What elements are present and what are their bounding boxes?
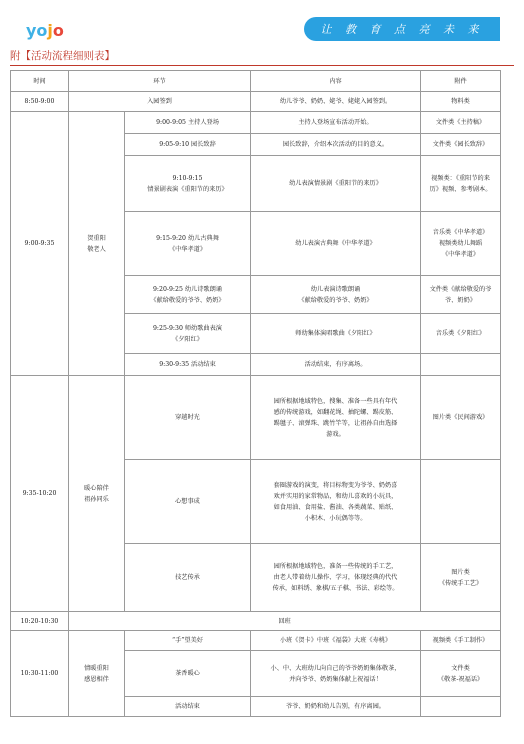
attachment-line: 历》视频、参考剧本。 bbox=[429, 185, 492, 193]
slogan-banner: 让 教 育 点 亮 未 来 bbox=[304, 17, 500, 41]
group-line: 祖孙同乐 bbox=[84, 495, 109, 503]
attachment-cell bbox=[421, 460, 501, 544]
content-line: 踢毽子、滚弹珠、跳竹竿等，让祖孙自由选择 bbox=[273, 419, 398, 427]
link-line: 9:15-9:20 幼儿古典舞 bbox=[156, 234, 219, 242]
page-title: 附【活动流程细则表】 bbox=[10, 50, 115, 62]
content-line: 游戏。 bbox=[326, 430, 345, 438]
link-line: 9:20-9:25 幼儿诗歌朗诵 bbox=[153, 285, 222, 293]
content-line: 感的传统游戏，如翻花绳、抽陀螺、踢皮筋、 bbox=[273, 408, 398, 416]
attachment-cell: 音乐类《夕阳红》 bbox=[421, 314, 501, 354]
attachment-line: 文件类 bbox=[451, 664, 470, 672]
logo-text-3: o bbox=[52, 21, 64, 40]
content-cell bbox=[251, 460, 421, 544]
group-cell bbox=[69, 376, 125, 612]
content-line: 《献给敬爱的爷爷、奶奶》 bbox=[298, 296, 373, 304]
attachment-cell bbox=[421, 544, 501, 612]
content-cell bbox=[251, 376, 421, 460]
content-cell bbox=[251, 651, 421, 697]
content-cell: 爷爷、奶奶和幼儿告别，有序离园。 bbox=[251, 697, 421, 717]
time-cell: 8:50-9:00 bbox=[11, 92, 69, 112]
link-cell: “手”望美好 bbox=[125, 631, 251, 651]
link-cell: 心想事成 bbox=[125, 460, 251, 544]
link-cell bbox=[125, 212, 251, 276]
content-line: 幼儿表演诗歌朗诵 bbox=[310, 285, 361, 293]
content-cell bbox=[251, 544, 421, 612]
link-cell: 活动结束 bbox=[125, 697, 251, 717]
content-cell: 活动结束，有序离场。 bbox=[251, 354, 421, 376]
content-line: 小、中、大班幼儿向自己的爷爷奶奶集体敬茶， bbox=[270, 664, 401, 672]
yojo-logo bbox=[26, 18, 64, 40]
logo-text-2: j bbox=[47, 21, 53, 40]
group-cell bbox=[69, 631, 125, 717]
time-cell: 9:00-9:35 bbox=[11, 112, 69, 376]
table-header-row bbox=[11, 71, 501, 92]
group-line: 敬老人 bbox=[87, 245, 106, 253]
attachment-cell: 图片类《民间游戏》 bbox=[421, 376, 501, 460]
link-line: 《中华孝道》 bbox=[168, 245, 207, 253]
content-line: 由老人带着幼儿操作、学习，体现经典的代代 bbox=[273, 574, 398, 581]
link-cell: 9:00-9:05 主持人登场 bbox=[125, 112, 251, 134]
attachment-line: 《传统手工艺》 bbox=[438, 579, 483, 587]
column-header-time: 时间 bbox=[11, 71, 69, 92]
content-cell: 幼儿爷爷、奶奶、姥爷、姥姥入园签到。 bbox=[251, 92, 421, 112]
time-cell: 10:20-10:30 bbox=[11, 612, 69, 631]
link-line: 情景剧表演《重阳节的来历》 bbox=[147, 185, 228, 193]
link-cell bbox=[125, 156, 251, 212]
table-row bbox=[11, 92, 501, 112]
column-header-attachment: 附件 bbox=[421, 71, 501, 92]
attachment-cell: 文件类《主持稿》 bbox=[421, 112, 501, 134]
time-cell: 10:30-11:00 bbox=[11, 631, 69, 717]
attachment-cell bbox=[421, 276, 501, 314]
attachment-line: 文件类《献给敬爱的爷 bbox=[429, 285, 492, 293]
attachment-cell bbox=[421, 651, 501, 697]
activity-flow-table bbox=[10, 70, 501, 717]
link-cell: 9:05-9:10 园长致辞 bbox=[125, 134, 251, 156]
attachment-line: 《敬茶-祝福话》 bbox=[437, 675, 484, 683]
content-line: 传承，如料绣、象棋/五子棋、书法、彩绘等。 bbox=[272, 585, 399, 592]
content-cell bbox=[251, 276, 421, 314]
group-line: 贺重阳 bbox=[87, 234, 106, 242]
attachment-cell bbox=[421, 212, 501, 276]
content-line: 并向爷爷、奶奶集体献上祝福话！ bbox=[289, 675, 382, 683]
attachment-cell bbox=[421, 354, 501, 376]
content-cell: 师幼集体演唱歌曲《夕阳红》 bbox=[251, 314, 421, 354]
content-line: 套圈游戏的演变，将目标物变为爷爷、奶奶喜 bbox=[273, 481, 398, 489]
content-cell: 幼儿表演古典舞《中华孝道》 bbox=[251, 212, 421, 276]
content-cell: 小班《贺卡》中班《福袋》大班《寿桃》 bbox=[251, 631, 421, 651]
group-line: 感恩相伴 bbox=[84, 675, 109, 683]
link-line: 9:25-9:30 师幼歌曲表演 bbox=[153, 324, 222, 332]
content-line: 如食用油、食用盐、酱油、各类蔬菜、贴纸、 bbox=[273, 503, 398, 511]
content-line: 小积木、小玩偶等等。 bbox=[304, 514, 367, 522]
attachment-cell: 文件类《园长致辞》 bbox=[421, 134, 501, 156]
content-line: 园所根据地域特色，搜集、准备一些具有年代 bbox=[273, 397, 398, 405]
page-header bbox=[0, 0, 524, 44]
link-line: 《夕阳红》 bbox=[172, 335, 203, 343]
link-cell: 回班 bbox=[69, 612, 501, 631]
group-line: 暖心陪伴 bbox=[84, 484, 109, 492]
link-cell bbox=[125, 314, 251, 354]
attachment-line: 《中华孝道》 bbox=[441, 251, 480, 258]
attachment-cell: 视频类《手工制作》 bbox=[421, 631, 501, 651]
attachment-cell bbox=[421, 697, 501, 717]
attachment-line: 视频类幼儿舞蹈 bbox=[438, 240, 483, 247]
content-cell: 园长致辞，介绍本次活动的目的意义。 bbox=[251, 134, 421, 156]
content-cell: 幼儿表演情景剧《重阳节的来历》 bbox=[251, 156, 421, 212]
link-line: 《献给敬爱的爷爷、奶奶》 bbox=[150, 296, 225, 304]
attachment-cell: 物料类 bbox=[421, 92, 501, 112]
column-header-content: 内容 bbox=[251, 71, 421, 92]
link-cell: 茶香暖心 bbox=[125, 651, 251, 697]
logo-text-1: yo bbox=[26, 21, 48, 40]
column-header-link: 环节 bbox=[69, 71, 251, 92]
attachment-line: 音乐类《中华孝道》 bbox=[432, 229, 489, 236]
group-cell bbox=[69, 112, 125, 376]
table-row bbox=[11, 376, 501, 460]
group-line: 情暖重阳 bbox=[84, 664, 109, 672]
content-line: 欢并实用的家常物品，和幼儿喜欢的小玩具， bbox=[273, 492, 398, 500]
time-cell: 9:35-10:20 bbox=[11, 376, 69, 612]
title-bar bbox=[10, 50, 514, 66]
attachment-line: 爷、奶奶》 bbox=[445, 296, 476, 304]
content-line: 园所根据地域特色，准备一些传统的手工艺， bbox=[273, 563, 398, 570]
link-line: 9:10-9:15 bbox=[172, 174, 203, 182]
attachment-line: 视频类：《重阳节的来 bbox=[431, 174, 490, 182]
attachment-line: 图片类 bbox=[451, 568, 470, 576]
attachment-cell bbox=[421, 156, 501, 212]
link-cell: 入园签到 bbox=[69, 92, 251, 112]
content-cell: 主持人登场宣布活动开始。 bbox=[251, 112, 421, 134]
table-row bbox=[11, 612, 501, 631]
link-cell: 9:30-9:35 活动结束 bbox=[125, 354, 251, 376]
table-row bbox=[11, 112, 501, 134]
link-cell: 穿越时光 bbox=[125, 376, 251, 460]
link-cell bbox=[125, 276, 251, 314]
table-row bbox=[11, 631, 501, 651]
link-cell: 技艺传承 bbox=[125, 544, 251, 612]
